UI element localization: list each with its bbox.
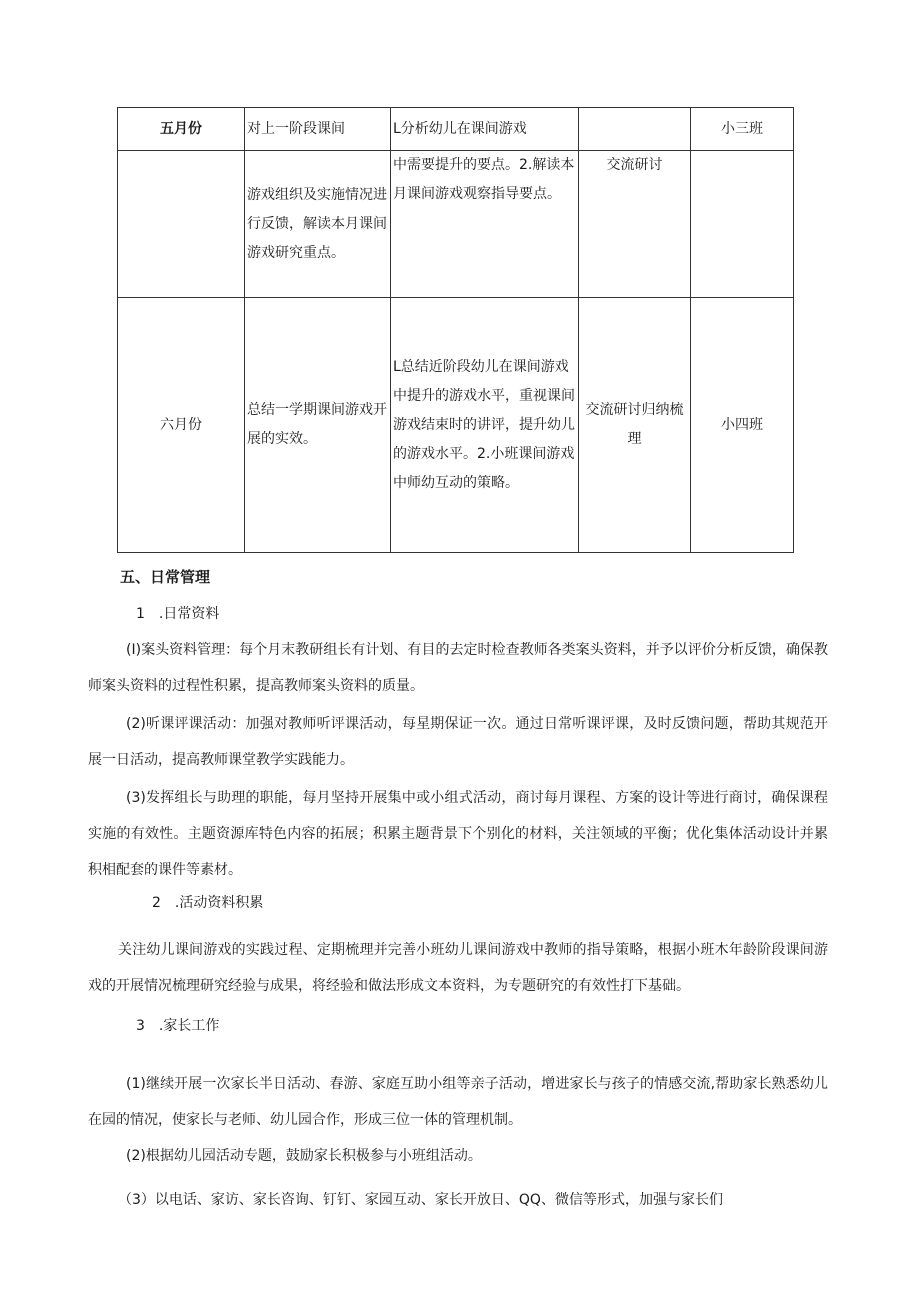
month-cell: 六月份 <box>118 298 245 553</box>
form-cell: 交流研讨归纳梳理 <box>579 298 691 553</box>
class-cell <box>691 151 794 298</box>
class-cell: 小三班 <box>691 108 794 151</box>
content-cell: 游戏组织及实施情况进行反馈，解读本月课间游戏研究重点。 <box>245 151 391 298</box>
table-row <box>118 108 794 151</box>
paragraph-desk-materials: (I)案头资料管理：每个月末教研组长有计划、有目的去定时检查教师各类案头资料，并予以评价分析反馈，确保教师案头资料的过程性积累，提高教师案头资料的质量。 <box>88 642 828 694</box>
class-cell: 小四班 <box>691 298 794 553</box>
focus-cell: L总结近阶段幼儿在课间游戏中提升的游戏水平，重视课间游戏结束时的讲评，提升幼儿的游戏水平。2.小班课间游戏中师幼互动的策略。 <box>391 298 579 553</box>
focus-cell: 中需要提升的要点。2.解读本月课间游戏观察指导要点。 <box>391 151 579 298</box>
paragraph-parent-communication: （3）以电话、家访、家长咨询、钉钉、家园互动、家长开放日、QQ、微信等形式，加强与家长们 <box>118 1192 723 1208</box>
activity-plan-table <box>117 107 794 553</box>
month-cell: 五月份 <box>118 108 245 151</box>
focus-cell: L分析幼儿在课间游戏 <box>391 108 579 151</box>
table-row <box>118 151 794 298</box>
paragraph-group-leader: (3)发挥组长与助理的职能，每月坚持开展集中或小组式活动，商讨每月课程、方案的设计等进行商讨，确保课程实施的有效性。主题资源库特色内容的拓展；积累主题背景下个别化的材料，关注领域的平衡；优化集体活动设计并累积相配套的课件等素材。 <box>88 790 828 878</box>
section-title: 五、日常管理 <box>120 568 211 586</box>
form-cell <box>579 108 691 151</box>
subheading-parent-work: 3 .家长工作 <box>136 1018 220 1034</box>
content-cell: 对上一阶段课间 <box>245 108 391 151</box>
paragraph-parent-activities: (1)继续开展一次家长半日活动、春游、家庭互助小组等亲子活动，增进家长与孩子的情感交流,帮助家长熟悉幼儿在园的情况，使家长与老师、幼儿园合作，形成三位一体的管理机制。 <box>88 1076 828 1128</box>
table-row <box>118 298 794 553</box>
paragraph-activity-accumulation: 关注幼儿课间游戏的实践过程、定期梳理并完善小班幼儿课间游戏中教师的指导策略，根据小班木年龄阶段课间游戏的开展情况梳理研究经验与成果，将经验和做法形成文本资料，为专题研究的有效性打下基础。 <box>88 942 828 994</box>
paragraph-parent-participation: (2)根据幼儿园活动专题，鼓励家长积极参与小班组活动。 <box>126 1148 482 1164</box>
month-cell <box>118 151 245 298</box>
subheading-activity-materials: 2 .活动资料积累 <box>152 895 264 911</box>
form-cell: 交流研讨 <box>579 151 691 298</box>
paragraph-lesson-review: (2)听课评课活动：加强对教师听评课活动，每星期保证一次。通过日常听课评课，及时反馈问题，帮助其规范开展一日活动，提高教师课堂教学实践能力。 <box>88 716 828 768</box>
content-cell: 总结一学期课间游戏开展的实效。 <box>245 298 391 553</box>
subheading-daily-materials: 1 .日常资料 <box>136 606 220 622</box>
